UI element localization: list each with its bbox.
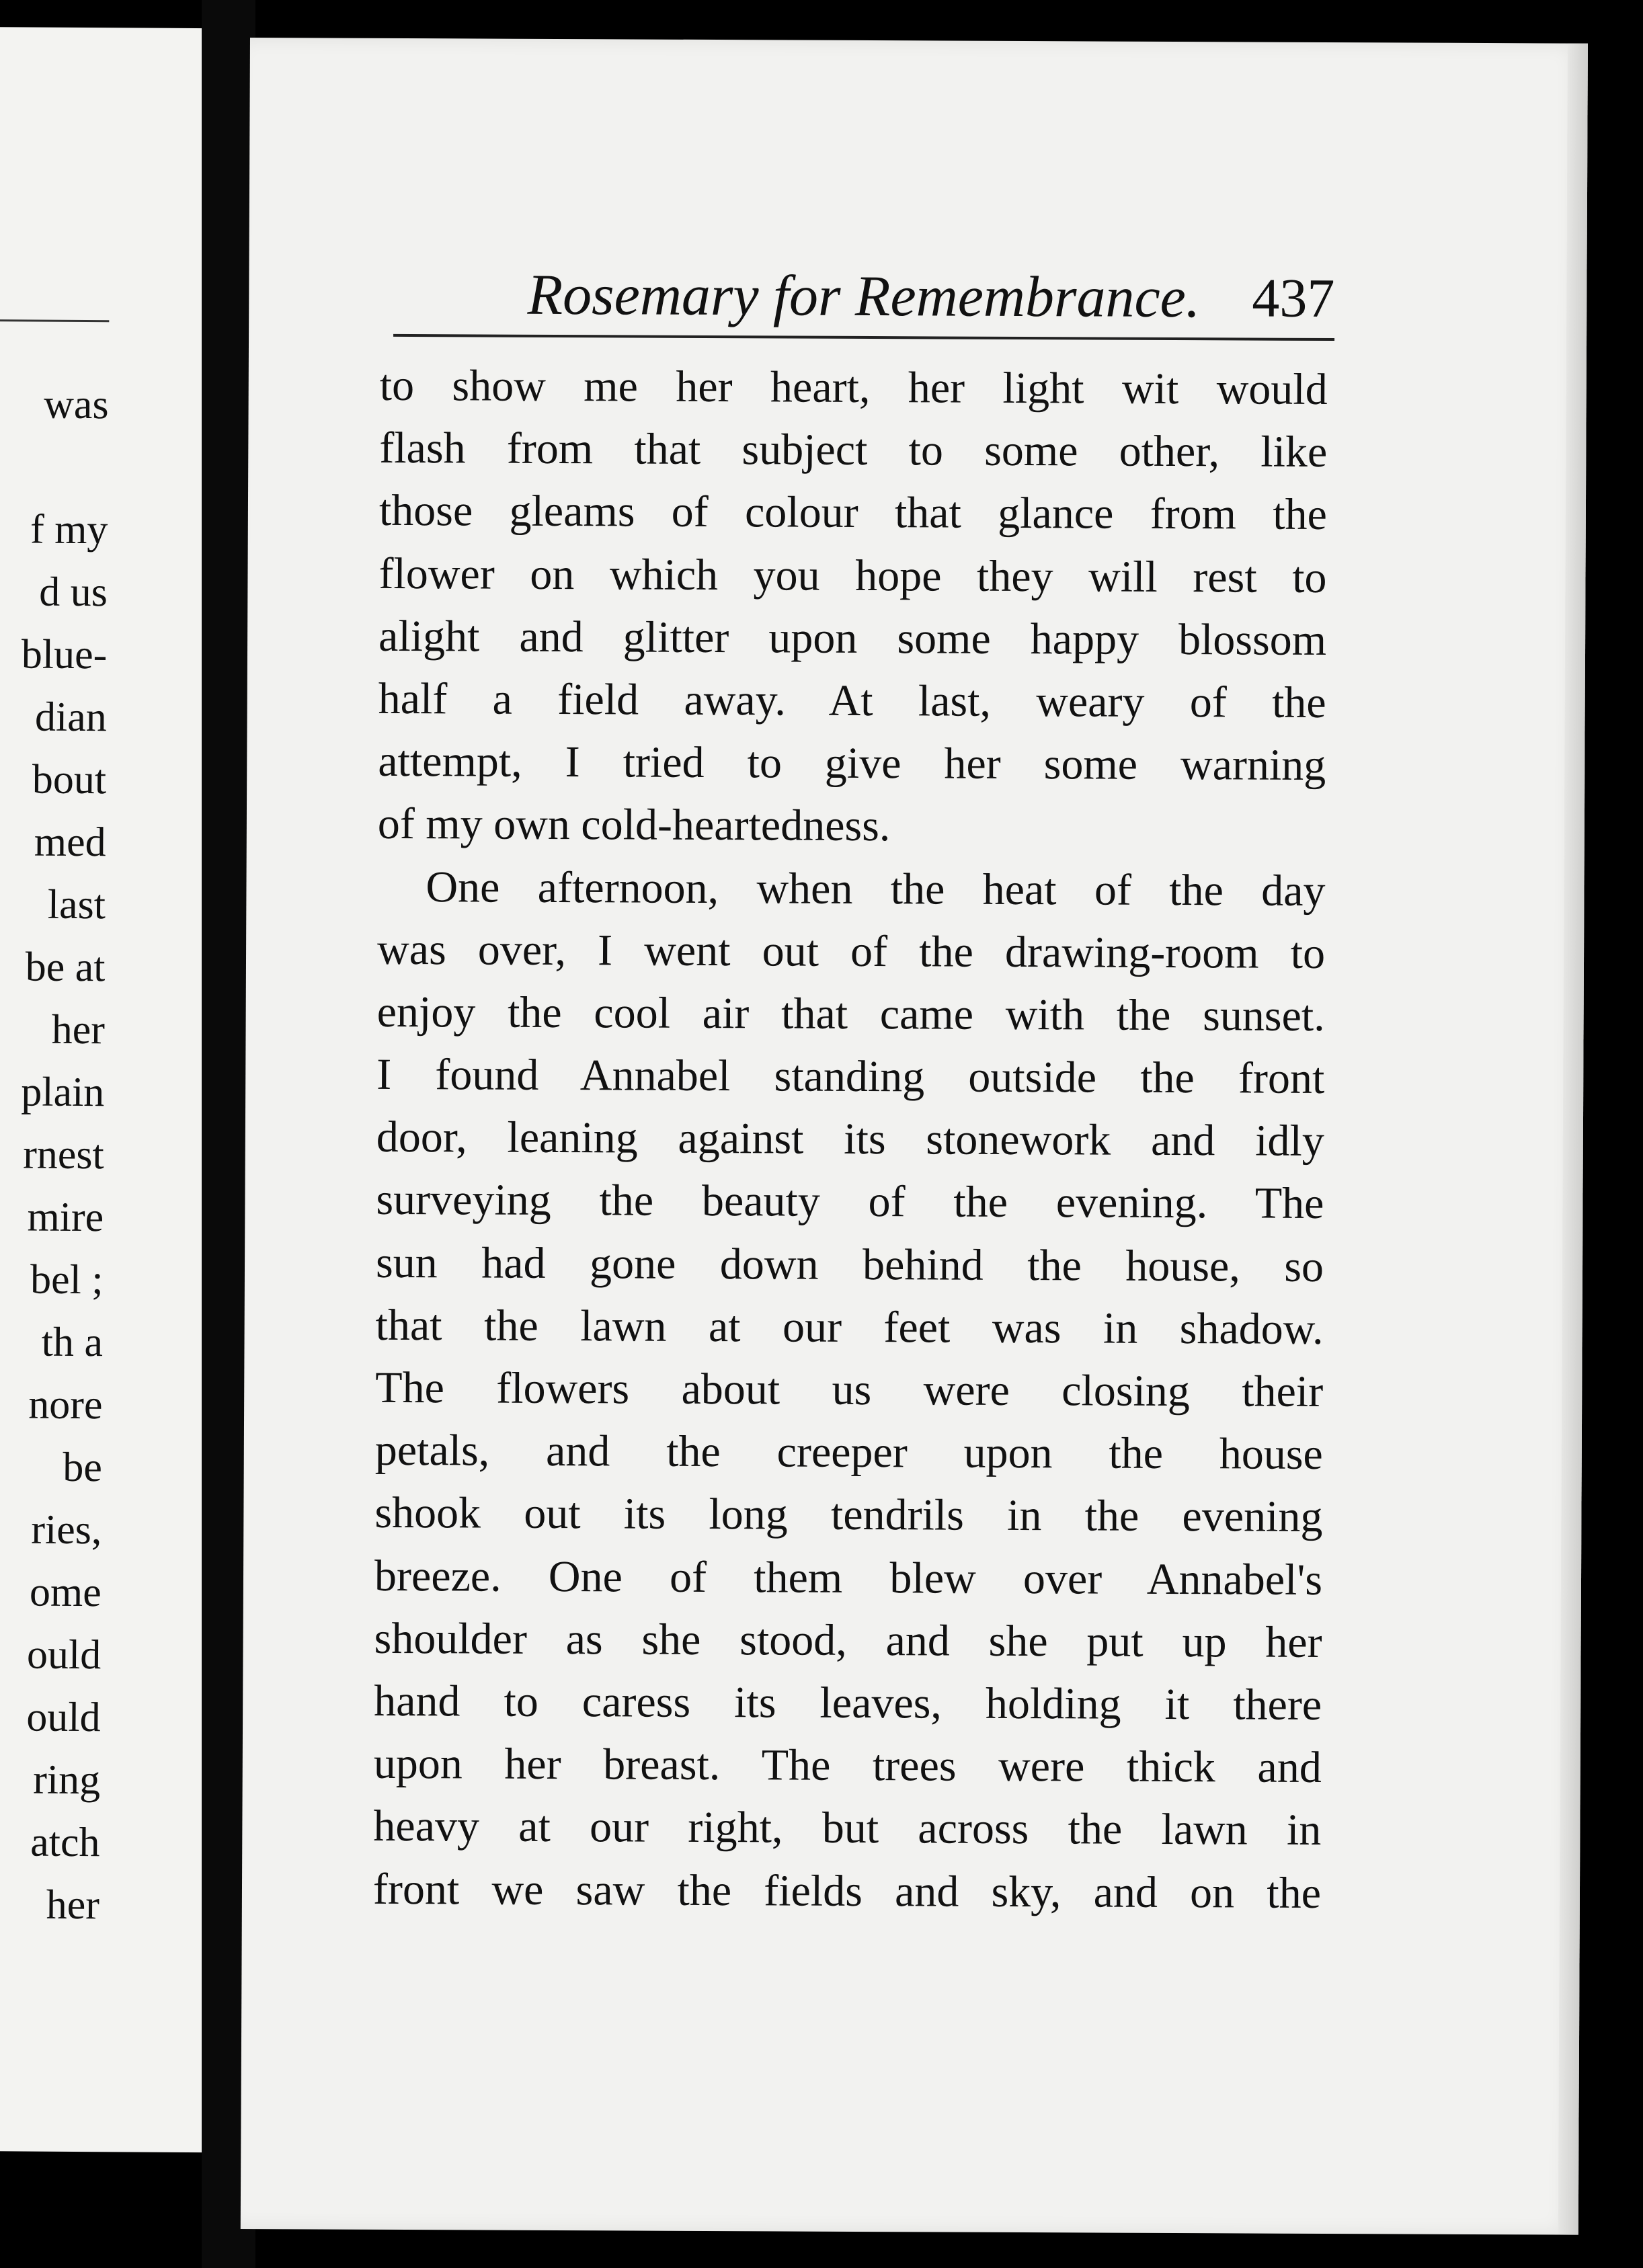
previous-page-line: ries,	[31, 1506, 102, 1553]
text-line: that the lawn at our feet was in shadow.	[375, 1300, 1324, 1354]
text-line: petals, and the creeper upon the house	[374, 1426, 1323, 1480]
text-line: attempt, I tried to give her some warning	[378, 736, 1326, 791]
text-line: alight and glitter upon some happy blossom	[378, 611, 1327, 665]
text-line: The flowers about us were closing their	[375, 1363, 1324, 1416]
previous-page-line: ould	[26, 1694, 101, 1741]
text-line: breeze. One of them blew over Annabel's	[374, 1551, 1323, 1605]
previous-page-line: last	[47, 881, 106, 928]
text-line: those gleams of colour that glance from the	[378, 486, 1328, 540]
previous-page-line: her	[51, 1006, 106, 1053]
text-line: heavy at our right, but across the lawn in	[373, 1801, 1322, 1855]
text-line: shoulder as she stood, and she put up her	[374, 1613, 1322, 1667]
previous-page-line: rnest	[23, 1131, 104, 1178]
previous-page-line: ould	[26, 1631, 102, 1678]
previous-page-line: was	[43, 381, 109, 428]
text-line: to show me her heart, her light wit would	[379, 360, 1328, 414]
previous-page-line: bout	[32, 756, 107, 803]
previous-page-line: her	[46, 1881, 100, 1929]
text-line: flower on which you hope they will rest to	[378, 549, 1327, 602]
previous-page-line: blue-	[21, 631, 108, 678]
previous-page-line: d us	[39, 569, 108, 616]
previous-page-line: ring	[32, 1756, 101, 1804]
text-line: shook out its long tendrils in the evening	[374, 1488, 1323, 1542]
page-number: 437	[1252, 267, 1335, 329]
previous-page-line: atch	[30, 1819, 100, 1866]
text-line: front we saw the fields and sky, and on the	[372, 1864, 1322, 1918]
previous-page-line: be at	[25, 944, 106, 991]
previous-page-line: plain	[21, 1069, 105, 1116]
text-line: I found Annabel standing outside the front	[376, 1049, 1325, 1104]
text-line: half a field away. At last, weary of the	[378, 674, 1326, 727]
text-line: surveying the beauty of the evening. The	[376, 1175, 1324, 1229]
text-line: One afternoon, when the heat of the day	[426, 862, 1326, 916]
body-text	[373, 354, 1328, 1925]
text-line: door, leaning against its stonework and idly	[376, 1112, 1325, 1166]
page	[241, 38, 1588, 2235]
previous-page-fragment	[0, 27, 233, 2152]
previous-page-line: ome	[29, 1569, 102, 1616]
previous-page-line: bel ;	[30, 1256, 104, 1303]
text-line: enjoy the cool air that came with the sunset.	[376, 987, 1325, 1041]
header-rule	[393, 334, 1334, 341]
previous-page-line: be	[63, 1444, 103, 1491]
text-line: upon her breast. The trees were thick and	[373, 1738, 1322, 1793]
previous-page-header-rule	[0, 319, 109, 322]
previous-page-line	[0, 435, 108, 499]
previous-page-text	[0, 372, 109, 1937]
text-line: sun had gone down behind the house, so	[375, 1238, 1324, 1291]
running-header	[393, 233, 1335, 331]
previous-page-line: dian	[34, 694, 107, 741]
text-line: was over, I went out of the drawing-room to	[376, 924, 1326, 978]
previous-page-line: th a	[41, 1319, 104, 1366]
previous-page-line: nore	[28, 1381, 103, 1428]
previous-page-line: f my	[30, 506, 108, 553]
page-edge	[1558, 44, 1588, 2235]
text-line: hand to caress its leaves, holding it there	[374, 1676, 1322, 1730]
text-line: flash from that subject to some other, like	[379, 423, 1328, 477]
previous-page-line: med	[34, 819, 106, 866]
running-title: Rosemary for Remembrance.	[527, 261, 1201, 330]
previous-page-line: mire	[27, 1194, 104, 1241]
text-line: of my own cold-heartedness.	[377, 799, 891, 851]
